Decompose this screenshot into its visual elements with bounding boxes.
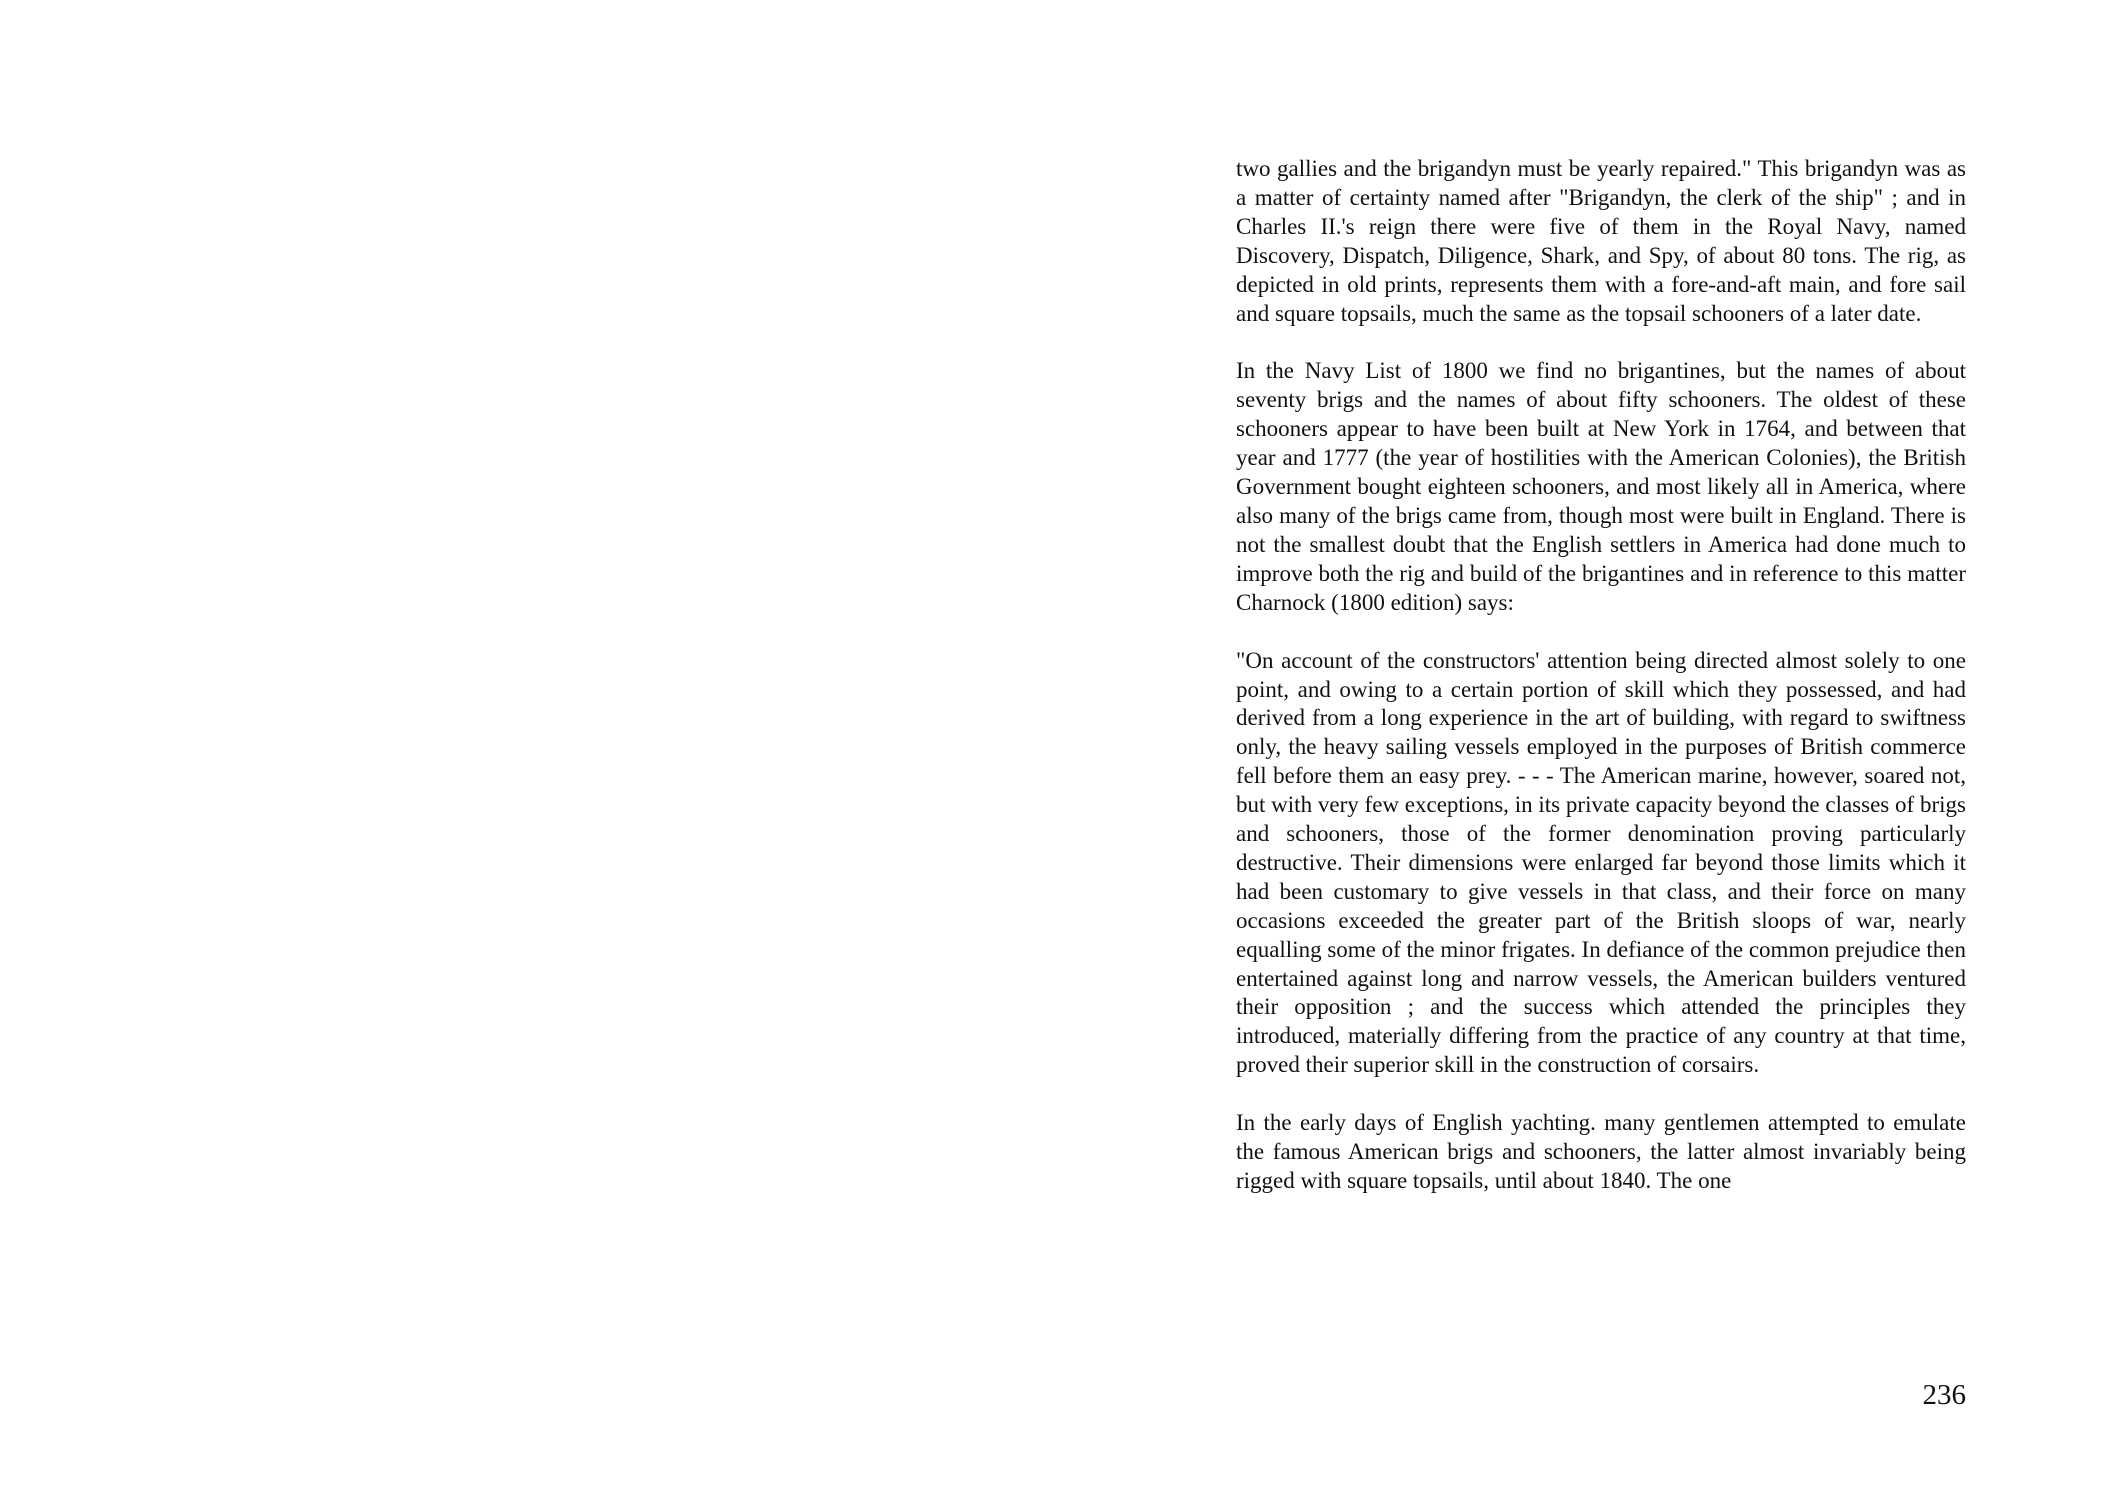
paragraph-navy-list-1800: In the Navy List of 1800 we find no brigantines, but the names of about seventy brigs and the names of about fifty schooners. The oldest of these schooners appear to have been built at New York in 1764, and between that year and 1777 (the year of hostilities with the American Colonies), the British Government bought eighteen schooners, and most likely all in America, where also many of the brigs came from, though most were built in England. There is not the smallest doubt that the English settlers in America had done much to improve both the rig and build of the brigantines and in reference to this matter Charnock (1800 edition) says: [1236,358,1966,615]
page-number: 236 [1922,1379,1966,1411]
paragraph-brigandyn-history: two gallies and the brigandyn must be yearly repaired." This brigandyn was as a matter of certainty named after "Brigandyn, the clerk of the ship" ; and in Charles II.'s reign there were five of them in the Royal Navy, named Discovery, Dispatch, Diligence, Shark, and Spy, of about 80 tons. The rig, as depicted in old prints, represents them with a fore-and-aft main, and fore sail and square topsails, much the same as the topsail schooners of a later date. [1236,156,1966,326]
paragraph-english-yachting: In the early days of English yachting. many gentlemen attempted to emulate the famous American brigs and schooners, the latter almost invariably being rigged with square topsails, until about 1840. The one [1236,1110,1966,1193]
body-text-column [1236,155,1966,1225]
paragraph-charnock-quote: "On account of the constructors' attention being directed almost solely to one point, and owing to a certain portion of skill which they possessed, and had derived from a long experience in the art of building, with regard to swiftness only, the heavy sailing vessels employed in the purposes of British commerce fell before them an easy prey. - - - The American marine, however, soared not, but with very few exceptions, in its private capacity beyond the classes of brigs and schooners, those of the former denomination proving particularly destructive. Their dimensions were enlarged far beyond those limits which it had been customary to give vessels in that class, and their force on many occasions exceeded the greater part of the British sloops of war, nearly equalling some of the minor frigates. In defiance of the common prejudice then entertained against long and narrow vessels, the American builders ventured their opposition ; and the success which attended the principles they introduced, materially differing from the practice of any country at that time, proved their superior skill in the construction of corsairs. [1236,647,1967,1078]
